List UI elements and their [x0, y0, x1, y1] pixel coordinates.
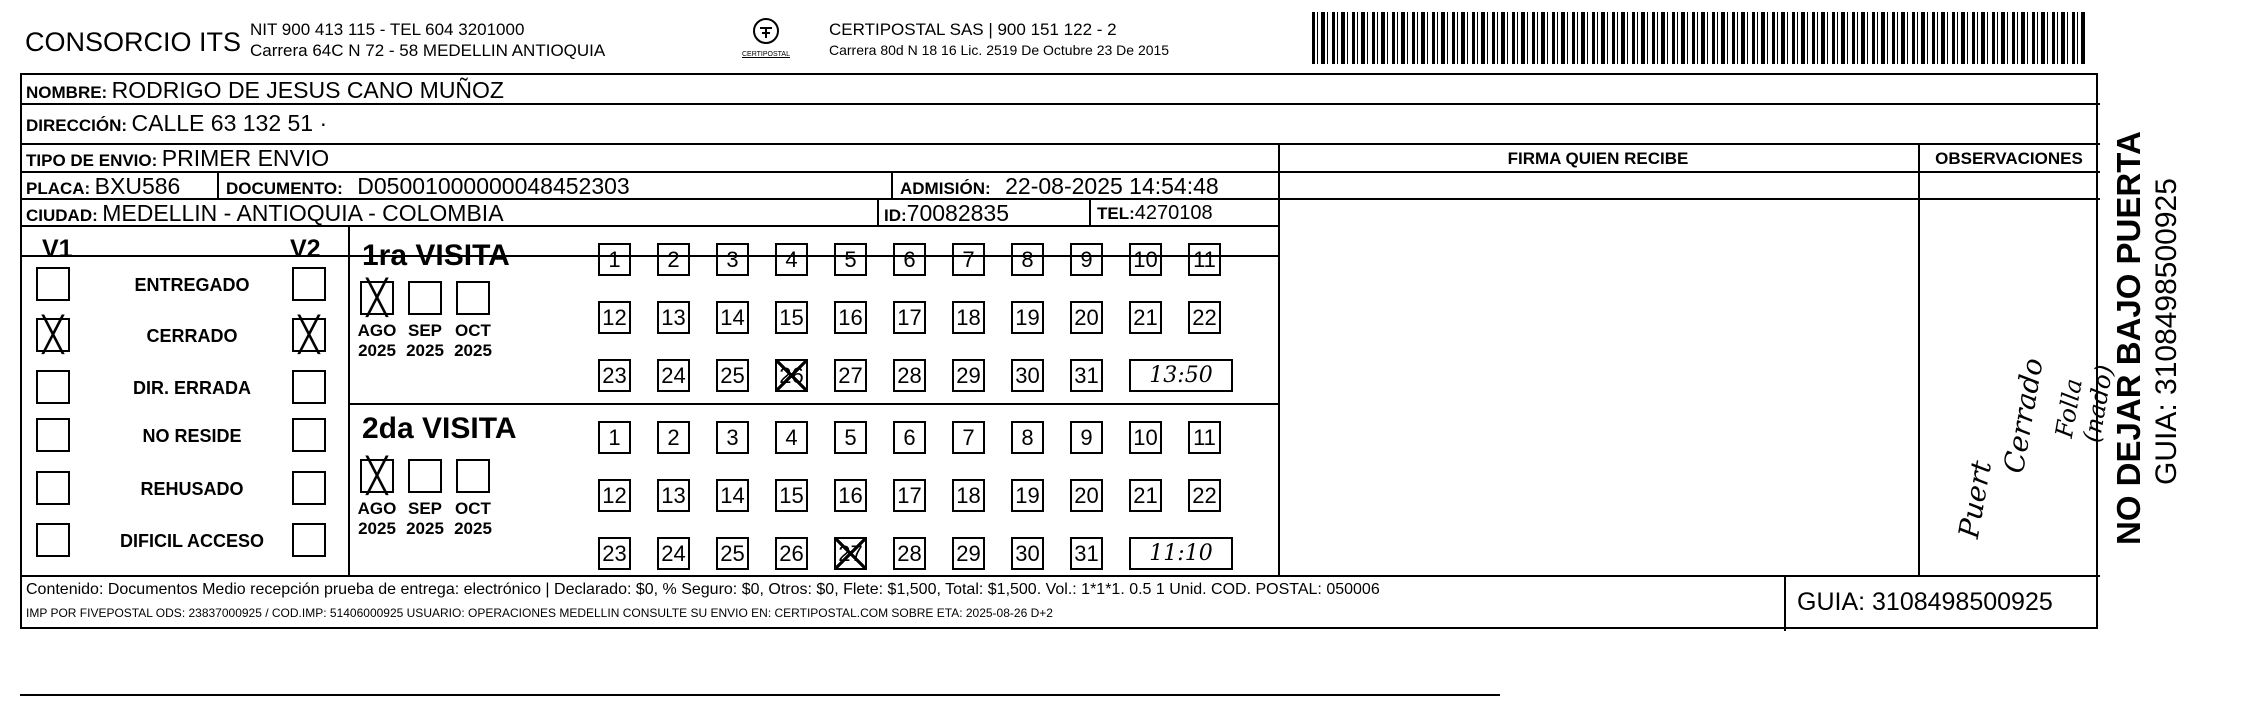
- shipping-form: [20, 73, 2119, 629]
- v2-label: V2: [290, 235, 321, 263]
- placa-cell: [26, 173, 180, 200]
- imp-line: IMP POR FIVEPOSTAL ODS: 23837000925 / COD.IMP: 51406000925 USUARIO: OPERACIONES MEDELLIN CONSULTE SU ENVIO EN: CERTIPOSTAL.COM SOBRE ETA: 2025-08-26 D+2: [26, 606, 1053, 620]
- visit1-day-box[interactable]: 12: [598, 301, 631, 334]
- admision-cell: [900, 173, 1219, 200]
- month-name: OCT: [455, 321, 491, 340]
- tel-label: TEL:: [1097, 204, 1135, 223]
- v2-checkbox[interactable]: ╳: [292, 318, 326, 352]
- visit2-day-box[interactable]: 16: [834, 479, 867, 512]
- month-year: 2025: [358, 519, 396, 538]
- visit1-day-box[interactable]: 18: [952, 301, 985, 334]
- admision-value: 22-08-2025 14:54:48: [1005, 173, 1219, 199]
- v2-checkbox[interactable]: [292, 370, 326, 404]
- visit2-day-box[interactable]: 28: [893, 537, 926, 570]
- visit1-month-label: [399, 321, 451, 361]
- placa-label: PLACA:: [26, 179, 91, 198]
- visit1-day-box[interactable]: 4: [775, 243, 808, 276]
- visit1-day-box[interactable]: 15: [775, 301, 808, 334]
- visit1-day-box[interactable]: 19: [1011, 301, 1044, 334]
- carrier-address: Carrera 80d N 18 16 Lic. 2519 De Octubre 23 De 2015: [829, 42, 1170, 58]
- v2-checkbox[interactable]: [292, 523, 326, 557]
- visit1-day-box[interactable]: 6: [893, 243, 926, 276]
- visit1-day-box[interactable]: 11: [1188, 243, 1221, 276]
- month-name: SEP: [407, 499, 443, 518]
- visit2-day-box[interactable]: 18: [952, 479, 985, 512]
- nombre-value: RODRIGO DE JESUS CANO MUÑOZ: [111, 77, 504, 103]
- month-name: AGO: [357, 321, 397, 340]
- visit2-day-box[interactable]: 6: [893, 421, 926, 454]
- visit1-month-checkbox[interactable]: ╳: [360, 281, 394, 315]
- visit2-title: 2da VISITA: [362, 412, 517, 445]
- id-value: 70082835: [906, 200, 1010, 226]
- visit1-month-label: [447, 321, 499, 361]
- visit1-day-box[interactable]: 3: [716, 243, 749, 276]
- visit2-day-box[interactable]: 3: [716, 421, 749, 454]
- v1-checkbox[interactable]: [36, 267, 70, 301]
- visit1-month-checkbox[interactable]: [408, 281, 442, 315]
- ciudad-value: MEDELLIN - ANTIOQUIA - COLOMBIA: [102, 200, 504, 226]
- visit1-day-box[interactable]: 22: [1188, 301, 1221, 334]
- status-label: DIR. ERRADA: [132, 378, 251, 398]
- visit2-day-box[interactable]: 27: [834, 537, 867, 570]
- documento-label: DOCUMENTO:: [226, 179, 343, 198]
- visit2-day-box[interactable]: 15: [775, 479, 808, 512]
- visit2-day-box[interactable]: 10: [1129, 421, 1162, 454]
- month-name: OCT: [455, 499, 491, 518]
- observaciones-label: OBSERVACIONES: [1935, 149, 2083, 168]
- company-address: Carrera 64C N 72 - 58 MEDELLIN ANTIOQUIA: [250, 41, 606, 60]
- visit1-day-box[interactable]: 29: [952, 359, 985, 392]
- tipo-envio-row: [26, 145, 329, 172]
- nit-line: NIT 900 413 115 - TEL 604 3201000: [250, 20, 525, 39]
- direccion-row: [26, 110, 327, 137]
- month-year: 2025: [454, 341, 492, 360]
- visit2-time-box[interactable]: 11:10: [1129, 537, 1233, 570]
- carrier-line: CERTIPOSTAL SAS | 900 151 122 - 2: [829, 20, 1117, 39]
- status-label: REHUSADO: [140, 479, 244, 499]
- visit2-day-box[interactable]: 26: [775, 537, 808, 570]
- visit1-day-box[interactable]: 17: [893, 301, 926, 334]
- firma-quien-recibe-label: FIRMA QUIEN RECIBE: [1507, 149, 1689, 168]
- visit2-month-checkbox[interactable]: [456, 459, 490, 493]
- barcode: [1312, 12, 2087, 64]
- company-info: [250, 19, 605, 61]
- nombre-label: NOMBRE:: [26, 83, 108, 102]
- visit2-month-label: [399, 499, 451, 539]
- v1-label: V1: [42, 235, 73, 263]
- v2-checkbox[interactable]: [292, 267, 326, 301]
- visit1-month-label: [351, 321, 403, 361]
- v1-checkbox[interactable]: [36, 471, 70, 505]
- company-name: CONSORCIO ITS: [25, 27, 242, 57]
- direccion-value: CALLE 63 132 51 ·: [131, 110, 328, 136]
- visit1-day-box[interactable]: 5: [834, 243, 867, 276]
- v2-checkbox[interactable]: [292, 471, 326, 505]
- visit2-day-box[interactable]: 11: [1188, 421, 1221, 454]
- visit2-day-box[interactable]: 17: [893, 479, 926, 512]
- visit2-day-box[interactable]: 19: [1011, 479, 1044, 512]
- month-year: 2025: [358, 341, 396, 360]
- visit1-day-box[interactable]: 14: [716, 301, 749, 334]
- visit2-day-box[interactable]: 23: [598, 537, 631, 570]
- visit2-day-box[interactable]: 14: [716, 479, 749, 512]
- visit2-day-box[interactable]: 1: [598, 421, 631, 454]
- side-warning: NO DEJAR BAJO PUERTA: [2110, 131, 2147, 545]
- visit1-day-box[interactable]: 21: [1129, 301, 1162, 334]
- visit1-day-box[interactable]: 30: [1011, 359, 1044, 392]
- logo-icon: [751, 16, 781, 46]
- side-guia: GUIA: 3108498500925: [2150, 178, 2183, 485]
- visit1-day-box[interactable]: 26: [775, 359, 808, 392]
- id-cell: [884, 200, 1009, 227]
- visit2-day-box[interactable]: 12: [598, 479, 631, 512]
- visit2-day-box[interactable]: 4: [775, 421, 808, 454]
- visit2-month-checkbox[interactable]: ╳: [360, 459, 394, 493]
- v1-checkbox[interactable]: ╳: [36, 318, 70, 352]
- visit2-day-box[interactable]: 22: [1188, 479, 1221, 512]
- tel-cell: [1097, 202, 1213, 225]
- tel-value: 4270108: [1134, 202, 1213, 224]
- visit1-day-box[interactable]: 1: [598, 243, 631, 276]
- visit1-day-box[interactable]: 9: [1070, 243, 1103, 276]
- visit2-day-box[interactable]: 21: [1129, 479, 1162, 512]
- visit1-day-box[interactable]: 2: [657, 243, 690, 276]
- status-label: ENTREGADO: [134, 275, 250, 295]
- v1-checkbox[interactable]: [36, 418, 70, 452]
- visit1-day-box[interactable]: 10: [1129, 243, 1162, 276]
- visit1-day-box[interactable]: 20: [1070, 301, 1103, 334]
- id-label: ID:: [884, 206, 907, 225]
- placa-value: BXU586: [94, 173, 181, 199]
- visit1-day-box[interactable]: 7: [952, 243, 985, 276]
- footer-guia: GUIA: 3108498500925: [1797, 588, 2053, 616]
- status-label: NO RESIDE: [142, 426, 242, 446]
- ciudad-label: CIUDAD:: [26, 206, 98, 225]
- documento-cell: [226, 173, 630, 200]
- nombre-row: [26, 77, 504, 104]
- carrier-info: [829, 19, 1169, 61]
- ciudad-cell: [26, 200, 504, 227]
- month-year: 2025: [454, 519, 492, 538]
- visit1-day-box[interactable]: 8: [1011, 243, 1044, 276]
- visit1-day-box[interactable]: 13: [657, 301, 690, 334]
- visit2-month-label: [351, 499, 403, 539]
- visit1-month-checkbox[interactable]: [456, 281, 490, 315]
- visit2-day-box[interactable]: 2: [657, 421, 690, 454]
- handwritten-note-2: Cerrado: [1997, 355, 2050, 476]
- admision-label: ADMISIÓN:: [900, 179, 991, 198]
- visit2-month-checkbox[interactable]: [408, 459, 442, 493]
- visit1-day-box[interactable]: 31: [1070, 359, 1103, 392]
- contenido-text: Contenido: Documentos Medio recepción prueba de entrega: electrónico | Declarado: $0, % Seguro: $0, Otros: $0, Flete: $1,500, Total: $1,500. Vol.: 1*1*1. 0.5 1 Unid. COD. POSTAL: 050006: [26, 581, 1380, 598]
- month-year: 2025: [406, 519, 444, 538]
- handwritten-note-1: Puert: [1952, 458, 1999, 541]
- certipostal-logo: [733, 16, 799, 58]
- visit2-day-box[interactable]: 13: [657, 479, 690, 512]
- handwritten-note-3: Folla (nado): [2050, 362, 2119, 445]
- tipo-envio-label: TIPO DE ENVIO:: [26, 151, 158, 170]
- visit2-month-label: [447, 499, 499, 539]
- visit2-day-box[interactable]: 8: [1011, 421, 1044, 454]
- tipo-envio-value: PRIMER ENVIO: [161, 145, 330, 171]
- visit1-time-box[interactable]: 13:50: [1129, 359, 1233, 392]
- v1-checkbox[interactable]: [36, 523, 70, 557]
- visit2-day-box[interactable]: 9: [1070, 421, 1103, 454]
- month-name: SEP: [407, 321, 443, 340]
- visit1-day-box[interactable]: 27: [834, 359, 867, 392]
- visit1-day-box[interactable]: 24: [657, 359, 690, 392]
- v1-checkbox[interactable]: [36, 370, 70, 404]
- visit2-day-box[interactable]: 5: [834, 421, 867, 454]
- bottom-divider: [20, 694, 1500, 696]
- visit1-day-box[interactable]: 16: [834, 301, 867, 334]
- visit2-day-box[interactable]: 31: [1070, 537, 1103, 570]
- status-label: CERRADO: [146, 326, 238, 346]
- month-year: 2025: [406, 341, 444, 360]
- visit2-day-box[interactable]: 30: [1011, 537, 1044, 570]
- visit1-title: 1ra VISITA: [362, 239, 510, 272]
- visit2-day-box[interactable]: 7: [952, 421, 985, 454]
- visit1-day-box[interactable]: 28: [893, 359, 926, 392]
- visit2-day-box[interactable]: 25: [716, 537, 749, 570]
- status-label: DIFICIL ACCESO: [119, 531, 264, 551]
- logo-caption: CERTIPOSTAL: [742, 51, 790, 58]
- v2-checkbox[interactable]: [292, 418, 326, 452]
- documento-value: D05001000000048452303: [357, 173, 630, 199]
- visit1-day-box[interactable]: 23: [598, 359, 631, 392]
- visit2-day-box[interactable]: 24: [657, 537, 690, 570]
- visit2-day-box[interactable]: 20: [1070, 479, 1103, 512]
- direccion-label: DIRECCIÓN:: [26, 116, 128, 135]
- visit1-day-box[interactable]: 25: [716, 359, 749, 392]
- month-name: AGO: [357, 499, 397, 518]
- visit2-day-box[interactable]: 29: [952, 537, 985, 570]
